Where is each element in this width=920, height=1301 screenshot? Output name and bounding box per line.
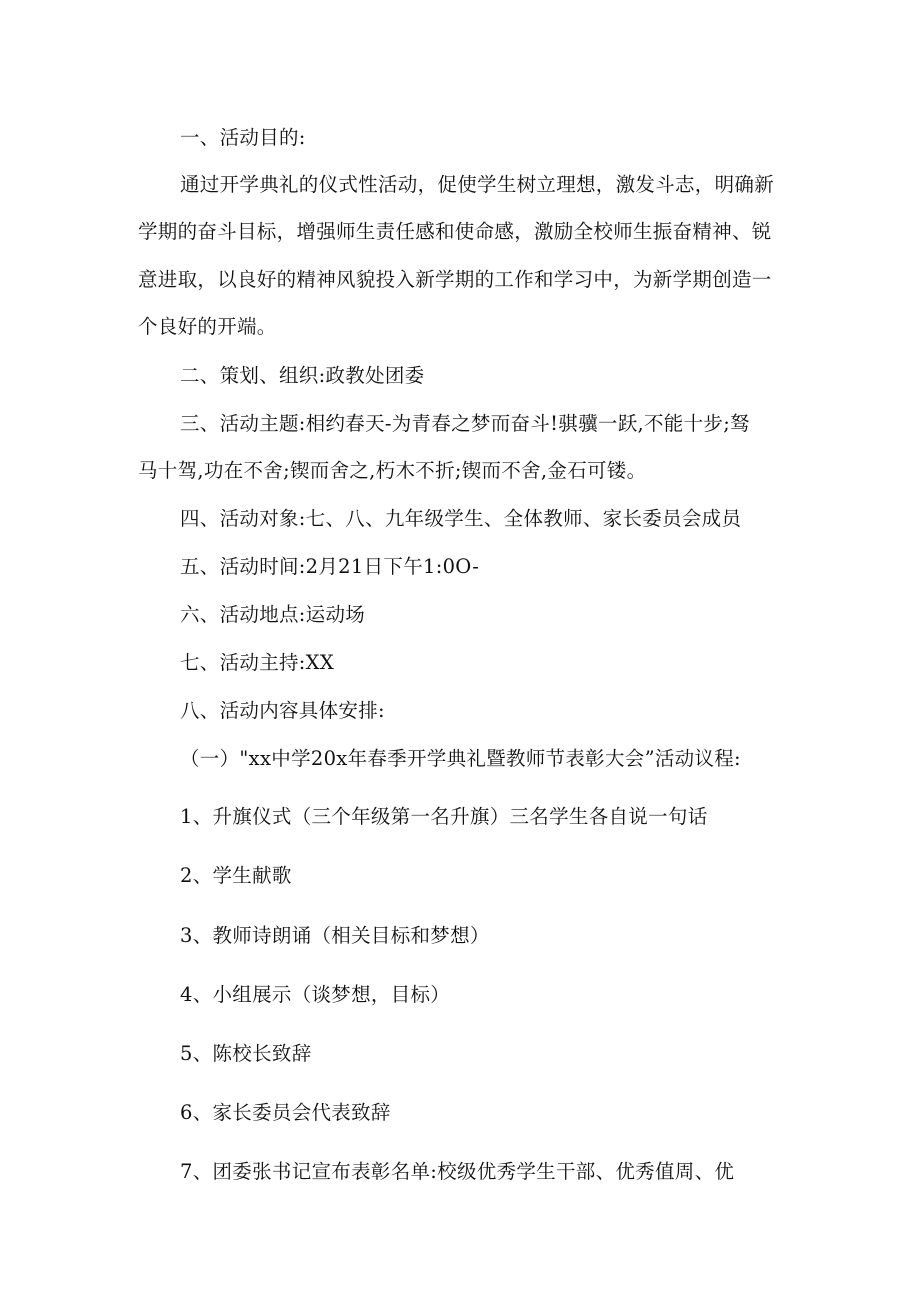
section-heading-arrangement: 八、活动内容具体安排:	[180, 699, 385, 722]
paragraph-line: 通过开学典礼的仪式性活动，促使学生树立理想，激发斗志，明确新	[180, 173, 775, 196]
paragraph-line: 个良好的开端。	[138, 315, 277, 338]
agenda-item: 7、团委张书记宣布表彰名单:校级优秀学生干部、优秀值周、优	[180, 1160, 735, 1183]
section-heading-location: 六、活动地点:运动场	[180, 603, 366, 626]
paragraph-line: 马十驾,功在不舍;锲而舍之,朽木不折;锲而不舍,金石可镂。	[138, 459, 647, 482]
section-heading-time: 五、活动时间:2月21日下午1:0O-	[180, 555, 480, 578]
section-heading-host: 七、活动主持:XX	[180, 651, 335, 674]
section-heading-theme: 三、活动主题:相约春天-为青春之梦而奋斗!骐骥一跃,不能十步;驽	[180, 412, 750, 435]
agenda-item: 6、家长委员会代表致辞	[180, 1101, 391, 1124]
section-heading-organizer: 二、策划、组织:政教处团委	[180, 364, 425, 387]
agenda-title: （一）"xx中学20x年春季开学典礼暨教师节表彰大会”活动议程:	[180, 747, 741, 770]
paragraph-line: 意进取，以良好的精神风貌投入新学期的工作和学习中，为新学期创造一	[138, 268, 772, 291]
section-heading-purpose: 一、活动目的:	[180, 126, 306, 149]
agenda-item: 3、教师诗朗诵（相关目标和梦想）	[180, 924, 490, 947]
agenda-item: 2、学生献歌	[180, 864, 292, 887]
section-heading-audience: 四、活动对象:七、八、九年级学生、全体教师、家长委员会成员	[180, 507, 742, 530]
agenda-item: 4、小组展示（谈梦想，目标）	[180, 983, 451, 1006]
agenda-item: 1、升旗仪式（三个年级第一名升旗）三名学生各自说一句话	[180, 805, 708, 828]
agenda-item: 5、陈校长致辞	[180, 1042, 312, 1065]
paragraph-line: 学期的奋斗目标，增强师生责任感和使命感，激励全校师生振奋精神、锐	[138, 220, 772, 243]
